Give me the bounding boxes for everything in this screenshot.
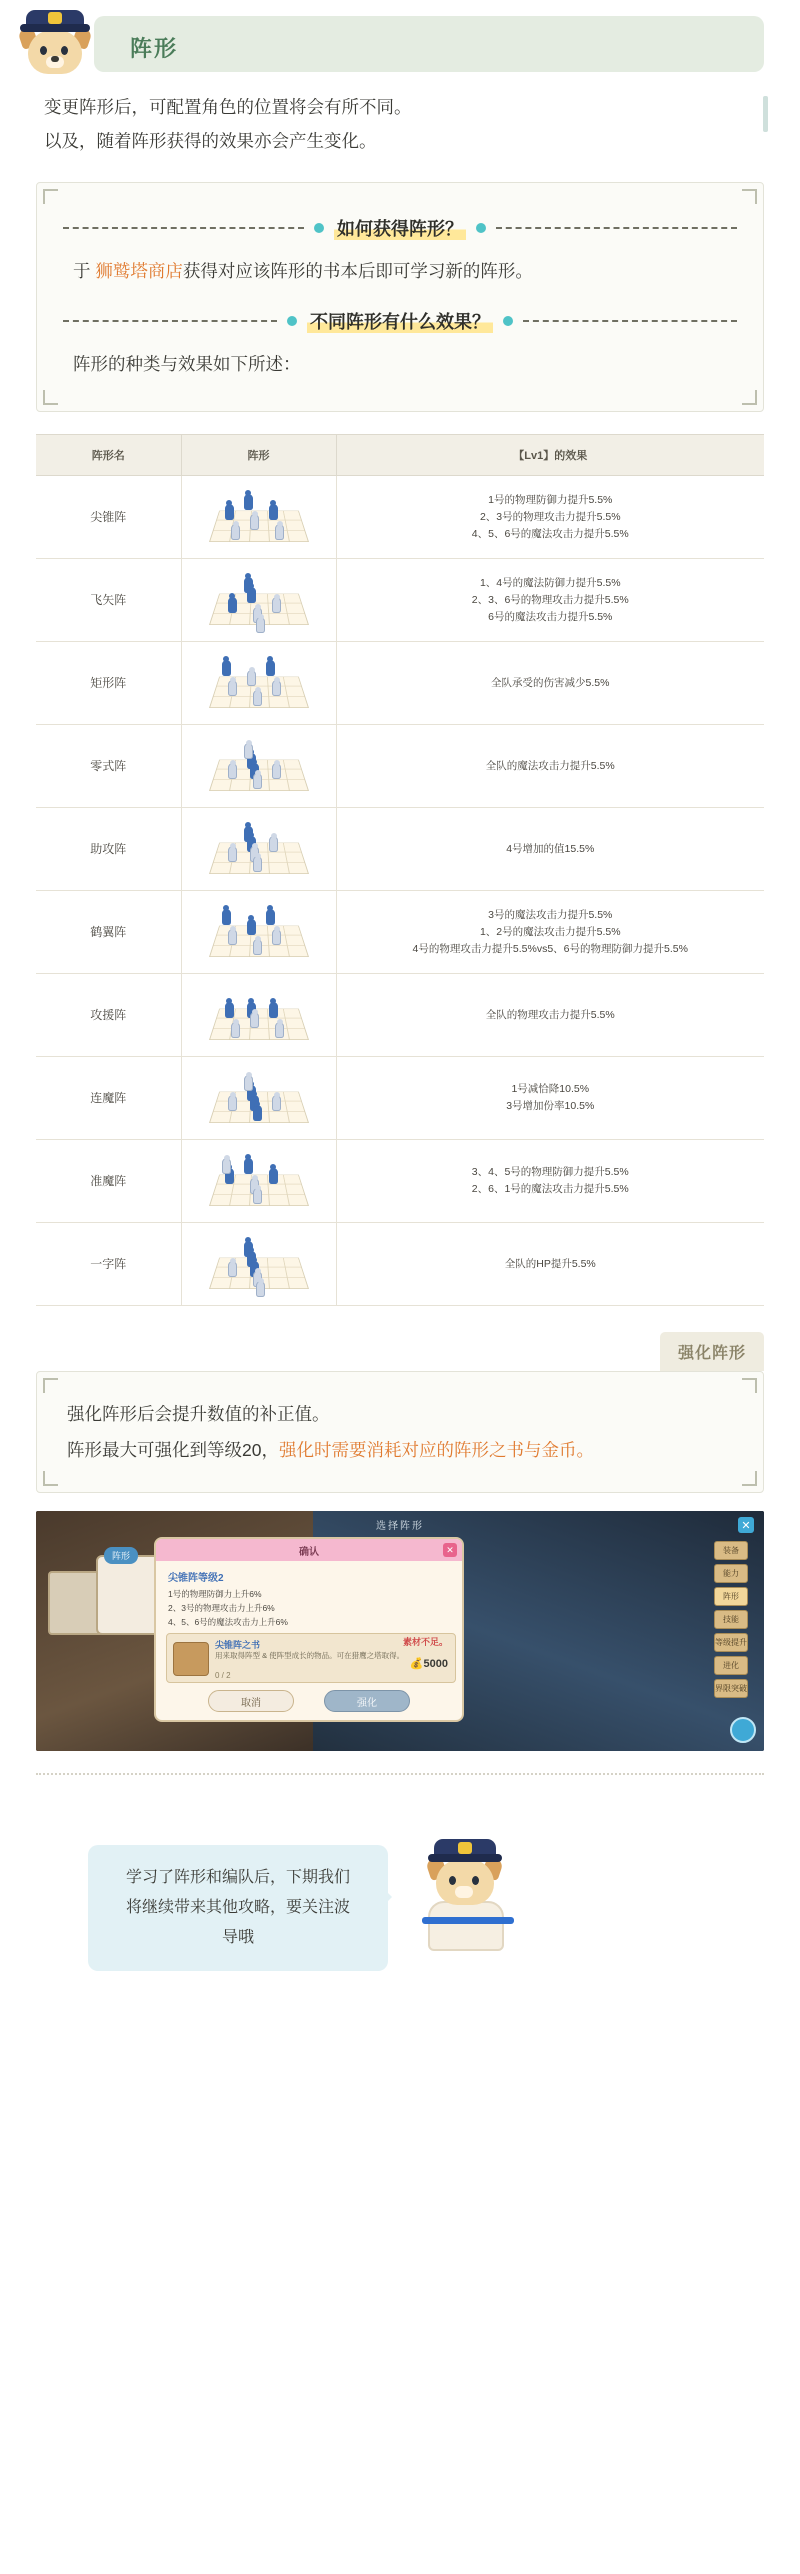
formation-diagram-cell — [181, 725, 336, 808]
formation-effect-line: 4号的物理攻击力提升5.5%vs5、6号的物理防御力提升5.5% — [412, 942, 688, 955]
table-row — [36, 1057, 764, 1140]
formation-table-wrap — [36, 434, 764, 1306]
faq-answer-1 — [73, 255, 731, 288]
formation-effect-cell — [336, 891, 764, 974]
shop-link[interactable]: 狮鹫塔商店 — [95, 261, 183, 281]
formation-effect-cell — [336, 476, 764, 559]
table-row — [36, 891, 764, 974]
formation-name-cell: 矩形阵 — [36, 642, 181, 725]
formation-effect-line: 全队承受的伤害减少5.5% — [491, 676, 610, 689]
formation-effect-cell — [336, 725, 764, 808]
formation-name-cell: 飞矢阵 — [36, 559, 181, 642]
faq-question-2-row — [63, 308, 737, 334]
faq-answer-2: 阵形的种类与效果如下所述： — [73, 354, 301, 374]
dialog-title: 确认 — [156, 1539, 462, 1561]
currency-badge-icon[interactable] — [730, 1717, 756, 1743]
screenshot-top-title: 选择阵形 — [376, 1521, 424, 1532]
formation-unit-marker — [247, 670, 256, 686]
formation-unit-marker — [253, 773, 262, 789]
formation-name-cell: 助攻阵 — [36, 808, 181, 891]
close-icon[interactable]: ✕ — [738, 1517, 754, 1533]
formation-diagram-cell — [181, 476, 336, 559]
formation-unit-marker — [269, 504, 278, 520]
formation-grid-icon — [204, 735, 314, 797]
th-formation-shape: 阵形 — [181, 435, 336, 476]
formation-effect-cell — [336, 808, 764, 891]
formation-unit-marker — [256, 617, 265, 633]
formation-effect-cell — [336, 1057, 764, 1140]
formation-unit-marker — [253, 856, 262, 872]
formation-diagram-cell — [181, 559, 336, 642]
dashed-rule — [63, 227, 304, 229]
dog-detective-icon — [18, 8, 92, 80]
formation-grid-icon — [204, 818, 314, 880]
formation-unit-marker — [222, 909, 231, 925]
formation-unit-marker — [228, 680, 237, 696]
formation-unit-marker — [247, 919, 256, 935]
formation-grid-icon — [204, 486, 314, 548]
formation-effect-line: 2、3号的物理攻击力提升5.5% — [479, 510, 621, 523]
formation-effect-line: 全队的物理攻击力提升5.5% — [485, 1008, 615, 1021]
dog-detective-full-icon — [412, 1839, 532, 1969]
table-row — [36, 642, 764, 725]
table-row — [36, 476, 764, 559]
formation-unit-marker — [222, 1158, 231, 1174]
formation-unit-marker — [253, 939, 262, 955]
intro-line-2: 以及，随着阵形获得的效果亦会产生变化。 — [44, 131, 377, 151]
formation-unit-marker — [228, 1261, 237, 1277]
confirm-dialog — [154, 1537, 464, 1722]
formation-unit-marker — [250, 514, 259, 530]
page-footer — [0, 1831, 800, 1991]
formation-name-cell: 准魔阵 — [36, 1140, 181, 1223]
formation-grid-icon — [204, 652, 314, 714]
table-row — [36, 974, 764, 1057]
formation-unit-marker — [231, 524, 240, 540]
formation-effect-line: 4、5、6号的魔法攻击力提升5.5% — [471, 527, 629, 540]
faq-panel — [36, 182, 764, 412]
game-screenshot — [36, 1511, 764, 1751]
bullet-dot-icon — [287, 316, 297, 326]
intro-text — [44, 90, 756, 158]
dashed-rule — [523, 320, 737, 322]
enhance-section-tag: 强化阵形 — [660, 1332, 764, 1371]
formation-name-cell: 一字阵 — [36, 1223, 181, 1306]
formation-unit-marker — [253, 690, 262, 706]
book-icon — [173, 1642, 209, 1676]
formation-effect-cell — [336, 1140, 764, 1223]
formation-unit-marker — [222, 660, 231, 676]
corner-mark-br — [742, 1471, 757, 1486]
corner-mark-tr — [742, 189, 757, 204]
formation-effect-line: 3号的魔法攻击力提升5.5% — [488, 908, 613, 921]
dialog-effect-line: 4、5、6号的魔法攻击力上升6% — [168, 1617, 288, 1627]
screenshot-menu-item[interactable]: 装备 — [714, 1541, 748, 1560]
th-formation-effect: 【Lv1】的效果 — [336, 435, 764, 476]
formation-unit-marker — [228, 597, 237, 613]
formation-card-label: 阵形 — [104, 1547, 138, 1564]
dialog-effect-line: 1号的物理防御力上升6% — [168, 1589, 262, 1599]
formation-effect-line: 1号减恰降10.5% — [511, 1083, 590, 1095]
formation-effect-line: 3号增加份率10.5% — [506, 1100, 595, 1112]
table-row — [36, 1223, 764, 1306]
header-banner — [94, 16, 764, 72]
screenshot-right-menu[interactable] — [714, 1541, 748, 1698]
formation-effect-line: 3、4、5号的物理防御力提升5.5% — [471, 1166, 629, 1178]
formation-unit-marker — [256, 1281, 265, 1297]
formation-diagram-cell — [181, 808, 336, 891]
formation-diagram-cell — [181, 974, 336, 1057]
formation-diagram-cell — [181, 642, 336, 725]
formation-unit-marker — [228, 1095, 237, 1111]
corner-mark-tr — [742, 1378, 757, 1393]
formation-unit-marker — [225, 1002, 234, 1018]
corner-mark-tl — [43, 189, 58, 204]
coin-cost-value: 5000 — [423, 1658, 448, 1670]
formation-unit-marker — [250, 1012, 259, 1028]
screenshot-menu-item[interactable]: 界限突破 — [714, 1679, 748, 1698]
material-item-count: 0 / 2 — [215, 1671, 231, 1680]
page-title: 阵形 — [130, 36, 179, 61]
formation-table — [36, 435, 764, 1306]
formation-unit-marker — [269, 1002, 278, 1018]
formation-unit-marker — [244, 1158, 253, 1174]
formation-effect-cell — [336, 642, 764, 725]
corner-mark-br — [742, 390, 757, 405]
confirm-enhance-button[interactable]: 强化 — [324, 1690, 410, 1712]
formation-unit-marker — [228, 846, 237, 862]
formation-diagram-cell — [181, 1223, 336, 1306]
faq-answer-1-pre: 于 — [73, 261, 96, 281]
corner-mark-bl — [43, 1471, 58, 1486]
formation-effect-line: 1、2号的魔法攻击力提升5.5% — [479, 925, 621, 938]
table-header-row — [36, 435, 764, 476]
th-formation-name: 阵形名 — [36, 435, 181, 476]
faq-question-2: 不同阵形有什么效果？ — [307, 308, 493, 334]
formation-unit-marker — [269, 1168, 278, 1184]
screenshot-menu-item[interactable]: 进化 — [714, 1656, 748, 1675]
side-accent-bar — [763, 96, 768, 132]
material-item-name: 尖锥阵之书 — [215, 1640, 261, 1650]
formation-unit-marker — [272, 680, 281, 696]
formation-unit-marker — [244, 1075, 253, 1091]
bullet-dot-icon — [314, 223, 324, 233]
dialog-effect-line: 2、3号的物理攻击力上升6% — [168, 1603, 275, 1613]
formation-effect-line: 1号的物理防御力提升5.5% — [488, 493, 613, 506]
formation-name-cell: 尖锥阵 — [36, 476, 181, 559]
formation-grid-icon — [204, 901, 314, 963]
enhance-tag-wrap — [36, 1332, 764, 1371]
insufficient-material-warning: 素材不足。 — [402, 1637, 448, 1647]
formation-diagram-cell — [181, 891, 336, 974]
formation-unit-marker — [253, 1105, 262, 1121]
formation-grid-icon — [204, 1067, 314, 1129]
formation-grid-icon — [204, 1150, 314, 1212]
section-divider — [36, 1773, 764, 1775]
formation-name-cell: 鹤翼阵 — [36, 891, 181, 974]
formation-unit-marker — [272, 929, 281, 945]
formation-name-cell: 零式阵 — [36, 725, 181, 808]
footer-line-1: 学习了阵形和编队后，下期我们 — [125, 1869, 350, 1886]
bullet-dot-icon — [476, 223, 486, 233]
screenshot-menu-item[interactable]: 等级提升 — [714, 1633, 748, 1652]
screenshot-menu-item[interactable]: 技能 — [714, 1610, 748, 1629]
formation-diagram-cell — [181, 1140, 336, 1223]
bullet-dot-icon — [503, 316, 513, 326]
formation-effect-line: 2、3、6号的物理攻击力提升5.5% — [471, 593, 629, 606]
formation-unit-marker — [231, 1022, 240, 1038]
formation-unit-marker — [269, 836, 278, 852]
faq-question-1-row — [63, 215, 737, 241]
faq-question-1: 如何获得阵形？ — [334, 215, 466, 241]
formation-unit-marker — [244, 494, 253, 510]
screenshot-menu-item[interactable]: 能力 — [714, 1564, 748, 1583]
dialog-subtitle: 尖锥阵等级2 — [168, 1573, 224, 1584]
corner-mark-tl — [43, 1378, 58, 1393]
formation-grid-icon — [204, 1233, 314, 1295]
footer-line-2: 将继续带来其他攻略，要关注波 — [125, 1899, 350, 1916]
corner-mark-bl — [43, 390, 58, 405]
dialog-close-icon[interactable]: ✕ — [443, 1543, 457, 1557]
enhance-line-2-pre: 阵形最大可强化到等级20， — [67, 1440, 279, 1460]
formation-effect-line: 6号的魔法攻击力提升5.5% — [488, 610, 613, 623]
dashed-rule — [496, 227, 737, 229]
formation-unit-marker — [275, 1022, 284, 1038]
cancel-button[interactable]: 取消 — [208, 1690, 294, 1712]
formation-diagram-cell — [181, 1057, 336, 1140]
page-header — [0, 8, 800, 80]
formation-effect-line: 全队的魔法攻击力提升5.5% — [485, 759, 615, 772]
screenshot-menu-item[interactable]: 阵形 — [714, 1587, 748, 1606]
formation-unit-marker — [272, 597, 281, 613]
intro-line-1: 变更阵形后，可配置角色的位置将会有所不同。 — [44, 97, 412, 117]
formation-effect-cell — [336, 974, 764, 1057]
coin-cost: 💰5000 — [409, 1658, 448, 1670]
faq-answer-1-post: 获得对应该阵形的书本后即可学习新的阵形。 — [182, 261, 533, 281]
formation-unit-marker — [266, 909, 275, 925]
formation-unit-marker — [247, 587, 256, 603]
dashed-rule — [63, 320, 277, 322]
enhance-line-2 — [67, 1432, 733, 1468]
enhance-line-1: 强化阵形后会提升数值的补正值。 — [67, 1404, 330, 1424]
formation-unit-marker — [228, 929, 237, 945]
table-row — [36, 1140, 764, 1223]
table-row — [36, 559, 764, 642]
formation-effect-cell — [336, 1223, 764, 1306]
enhance-panel — [36, 1371, 764, 1493]
formation-effect-line: 全队的HP提升5.5% — [504, 1257, 596, 1270]
material-item-desc: 用来取得阵型 & 使阵型成长的物品。可在猎鹰之塔取得。 — [215, 1651, 405, 1660]
formation-unit-marker — [253, 1188, 262, 1204]
formation-unit-marker — [228, 763, 237, 779]
formation-effect-cell — [336, 559, 764, 642]
footer-speech-bubble — [88, 1845, 388, 1971]
formation-effect-line: 4号增加的值15.5% — [506, 842, 595, 855]
formation-unit-marker — [244, 743, 253, 759]
formation-grid-icon — [204, 984, 314, 1046]
footer-line-3: 导哦 — [221, 1929, 254, 1946]
table-row — [36, 725, 764, 808]
table-row — [36, 808, 764, 891]
formation-effect-line: 1、4号的魔法防御力提升5.5% — [479, 576, 621, 589]
formation-unit-marker — [225, 504, 234, 520]
formation-effect-line: 2、6、1号的魔法攻击力提升5.5% — [471, 1183, 629, 1195]
enhance-line-2-highlight: 强化时需要消耗对应的阵形之书与金币。 — [278, 1440, 594, 1460]
formation-unit-marker — [272, 1095, 281, 1111]
formation-unit-marker — [266, 660, 275, 676]
formation-name-cell: 攻援阵 — [36, 974, 181, 1057]
formation-name-cell: 连魔阵 — [36, 1057, 181, 1140]
formation-unit-marker — [272, 763, 281, 779]
formation-grid-icon — [204, 569, 314, 631]
formation-unit-marker — [275, 524, 284, 540]
